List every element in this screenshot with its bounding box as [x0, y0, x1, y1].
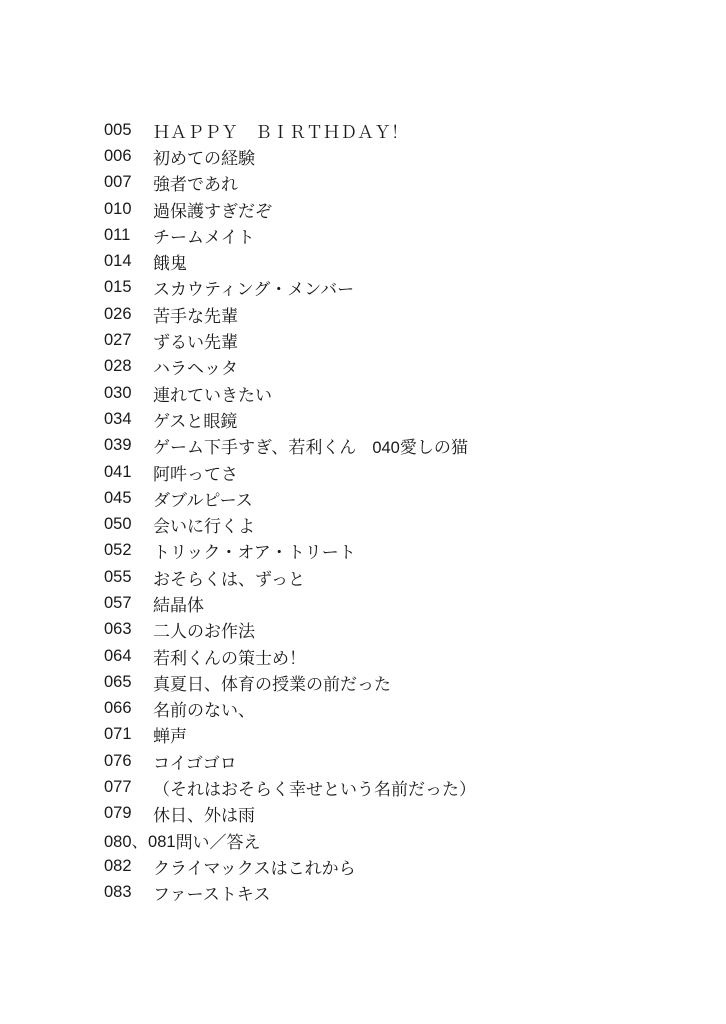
entry-number: 083	[104, 883, 132, 902]
toc-entry	[104, 117, 704, 143]
entry-number: 076	[104, 751, 132, 770]
entry-number: 057	[104, 593, 132, 612]
entry-title: 強者であれ	[153, 175, 238, 196]
entry-title: 苦手な先輩	[153, 306, 238, 327]
entry-title: ＨＡＰＰＹ ＢＩＲＴＨＤＡＹ！	[153, 122, 408, 143]
toc-entry	[104, 196, 704, 222]
entry-title: 蝉声	[153, 727, 187, 748]
toc-entry	[104, 538, 704, 564]
entry-number: 015	[104, 278, 132, 297]
entry-title: 初めての経験	[153, 148, 255, 169]
toc-entry	[104, 853, 704, 879]
entry-number: 007	[104, 173, 132, 192]
entry-number: 052	[104, 541, 132, 560]
secondary-entry-number: 040	[372, 439, 400, 458]
toc-entry	[104, 327, 704, 353]
entry-number: 050	[104, 515, 132, 534]
toc-entry	[104, 433, 704, 459]
toc-entry	[104, 511, 704, 537]
toc-entry	[104, 722, 704, 748]
entry-title: 餓鬼	[153, 254, 187, 275]
toc-entry	[104, 669, 704, 695]
entry-number: 005	[104, 120, 132, 139]
entry-title: 休日、外は雨	[153, 806, 255, 827]
entry-title: 連れていきたい	[153, 385, 272, 406]
entry-number: 080、081	[104, 833, 176, 852]
entry-number: 066	[104, 699, 132, 718]
entry-number: 071	[104, 725, 132, 744]
entry-number: 055	[104, 567, 132, 586]
toc-entry	[104, 170, 704, 196]
entry-title: コイゴゴロ	[153, 753, 237, 774]
entry-number: 079	[104, 804, 132, 823]
entry-number: 026	[104, 304, 132, 323]
entry-number: 064	[104, 646, 132, 665]
entry-title: 真夏日、体育の授業の前だった	[153, 674, 391, 695]
toc-entry	[104, 301, 704, 327]
entry-title: ハラヘッタ	[153, 359, 238, 380]
toc-entry	[104, 143, 704, 169]
entry-number: 077	[104, 778, 132, 797]
entry-number: 063	[104, 620, 132, 639]
entry-title: 結晶体	[153, 595, 204, 616]
secondary-entry	[372, 433, 468, 458]
entry-number: 028	[104, 357, 132, 376]
entry-title: おそらくは、ずっと	[153, 569, 305, 590]
toc-entry	[104, 248, 704, 274]
toc-entry	[104, 275, 704, 301]
secondary-entry-title: 愛しの猫	[399, 438, 468, 459]
entry-title: ゲーム下手すぎ、若利くん	[153, 438, 357, 459]
entry-title: 問い／答え	[175, 832, 261, 853]
toc-entry	[104, 380, 704, 406]
table-of-contents	[104, 117, 704, 906]
toc-entry	[104, 643, 704, 669]
entry-number: 027	[104, 331, 132, 350]
toc-entry	[104, 748, 704, 774]
entry-title: ずるい先輩	[153, 333, 238, 354]
entry-number: 010	[104, 199, 132, 218]
entry-title: 阿吽ってさ	[153, 464, 238, 485]
entry-number: 045	[104, 488, 132, 507]
toc-entry	[104, 406, 704, 432]
entry-title: ダブルピース	[153, 490, 253, 511]
toc-entry	[104, 617, 704, 643]
toc-entry	[104, 485, 704, 511]
toc-entry	[104, 222, 704, 248]
entry-title: クライマックスはこれから	[153, 858, 356, 879]
toc-entry	[104, 354, 704, 380]
entry-title: チームメイト	[153, 227, 255, 248]
entry-number: 030	[104, 383, 132, 402]
entry-number: 039	[104, 436, 132, 455]
entry-title: 二人のお作法	[153, 622, 255, 643]
toc-entry	[104, 564, 704, 590]
entry-title: トリック・オア・トリート	[153, 543, 356, 564]
entry-number: 034	[104, 409, 132, 428]
entry-number: 014	[104, 252, 132, 271]
toc-entry	[104, 459, 704, 485]
toc-entry	[104, 801, 704, 827]
entry-title: 過保護すぎだぞ	[153, 201, 272, 222]
entry-title: 若利くんの策士め！	[153, 648, 306, 669]
entry-number: 011	[104, 225, 131, 244]
toc-entry	[104, 590, 704, 616]
entry-title: 名前のない、	[153, 701, 255, 722]
entry-title: （それはおそらく幸せという名前だった）	[153, 780, 476, 801]
entry-number: 041	[104, 462, 132, 481]
toc-entry	[104, 774, 704, 800]
entry-title: スカウティング・メンバー	[153, 280, 355, 301]
entry-title: 会いに行くよ	[153, 517, 255, 538]
toc-entry	[104, 827, 704, 853]
entry-number: 006	[104, 146, 132, 165]
entry-title: ファーストキス	[153, 885, 271, 906]
entry-number: 082	[104, 856, 132, 875]
entry-title: ゲスと眼鏡	[153, 411, 238, 432]
entry-number: 065	[104, 672, 132, 691]
toc-entry	[104, 696, 704, 722]
toc-entry	[104, 880, 704, 906]
